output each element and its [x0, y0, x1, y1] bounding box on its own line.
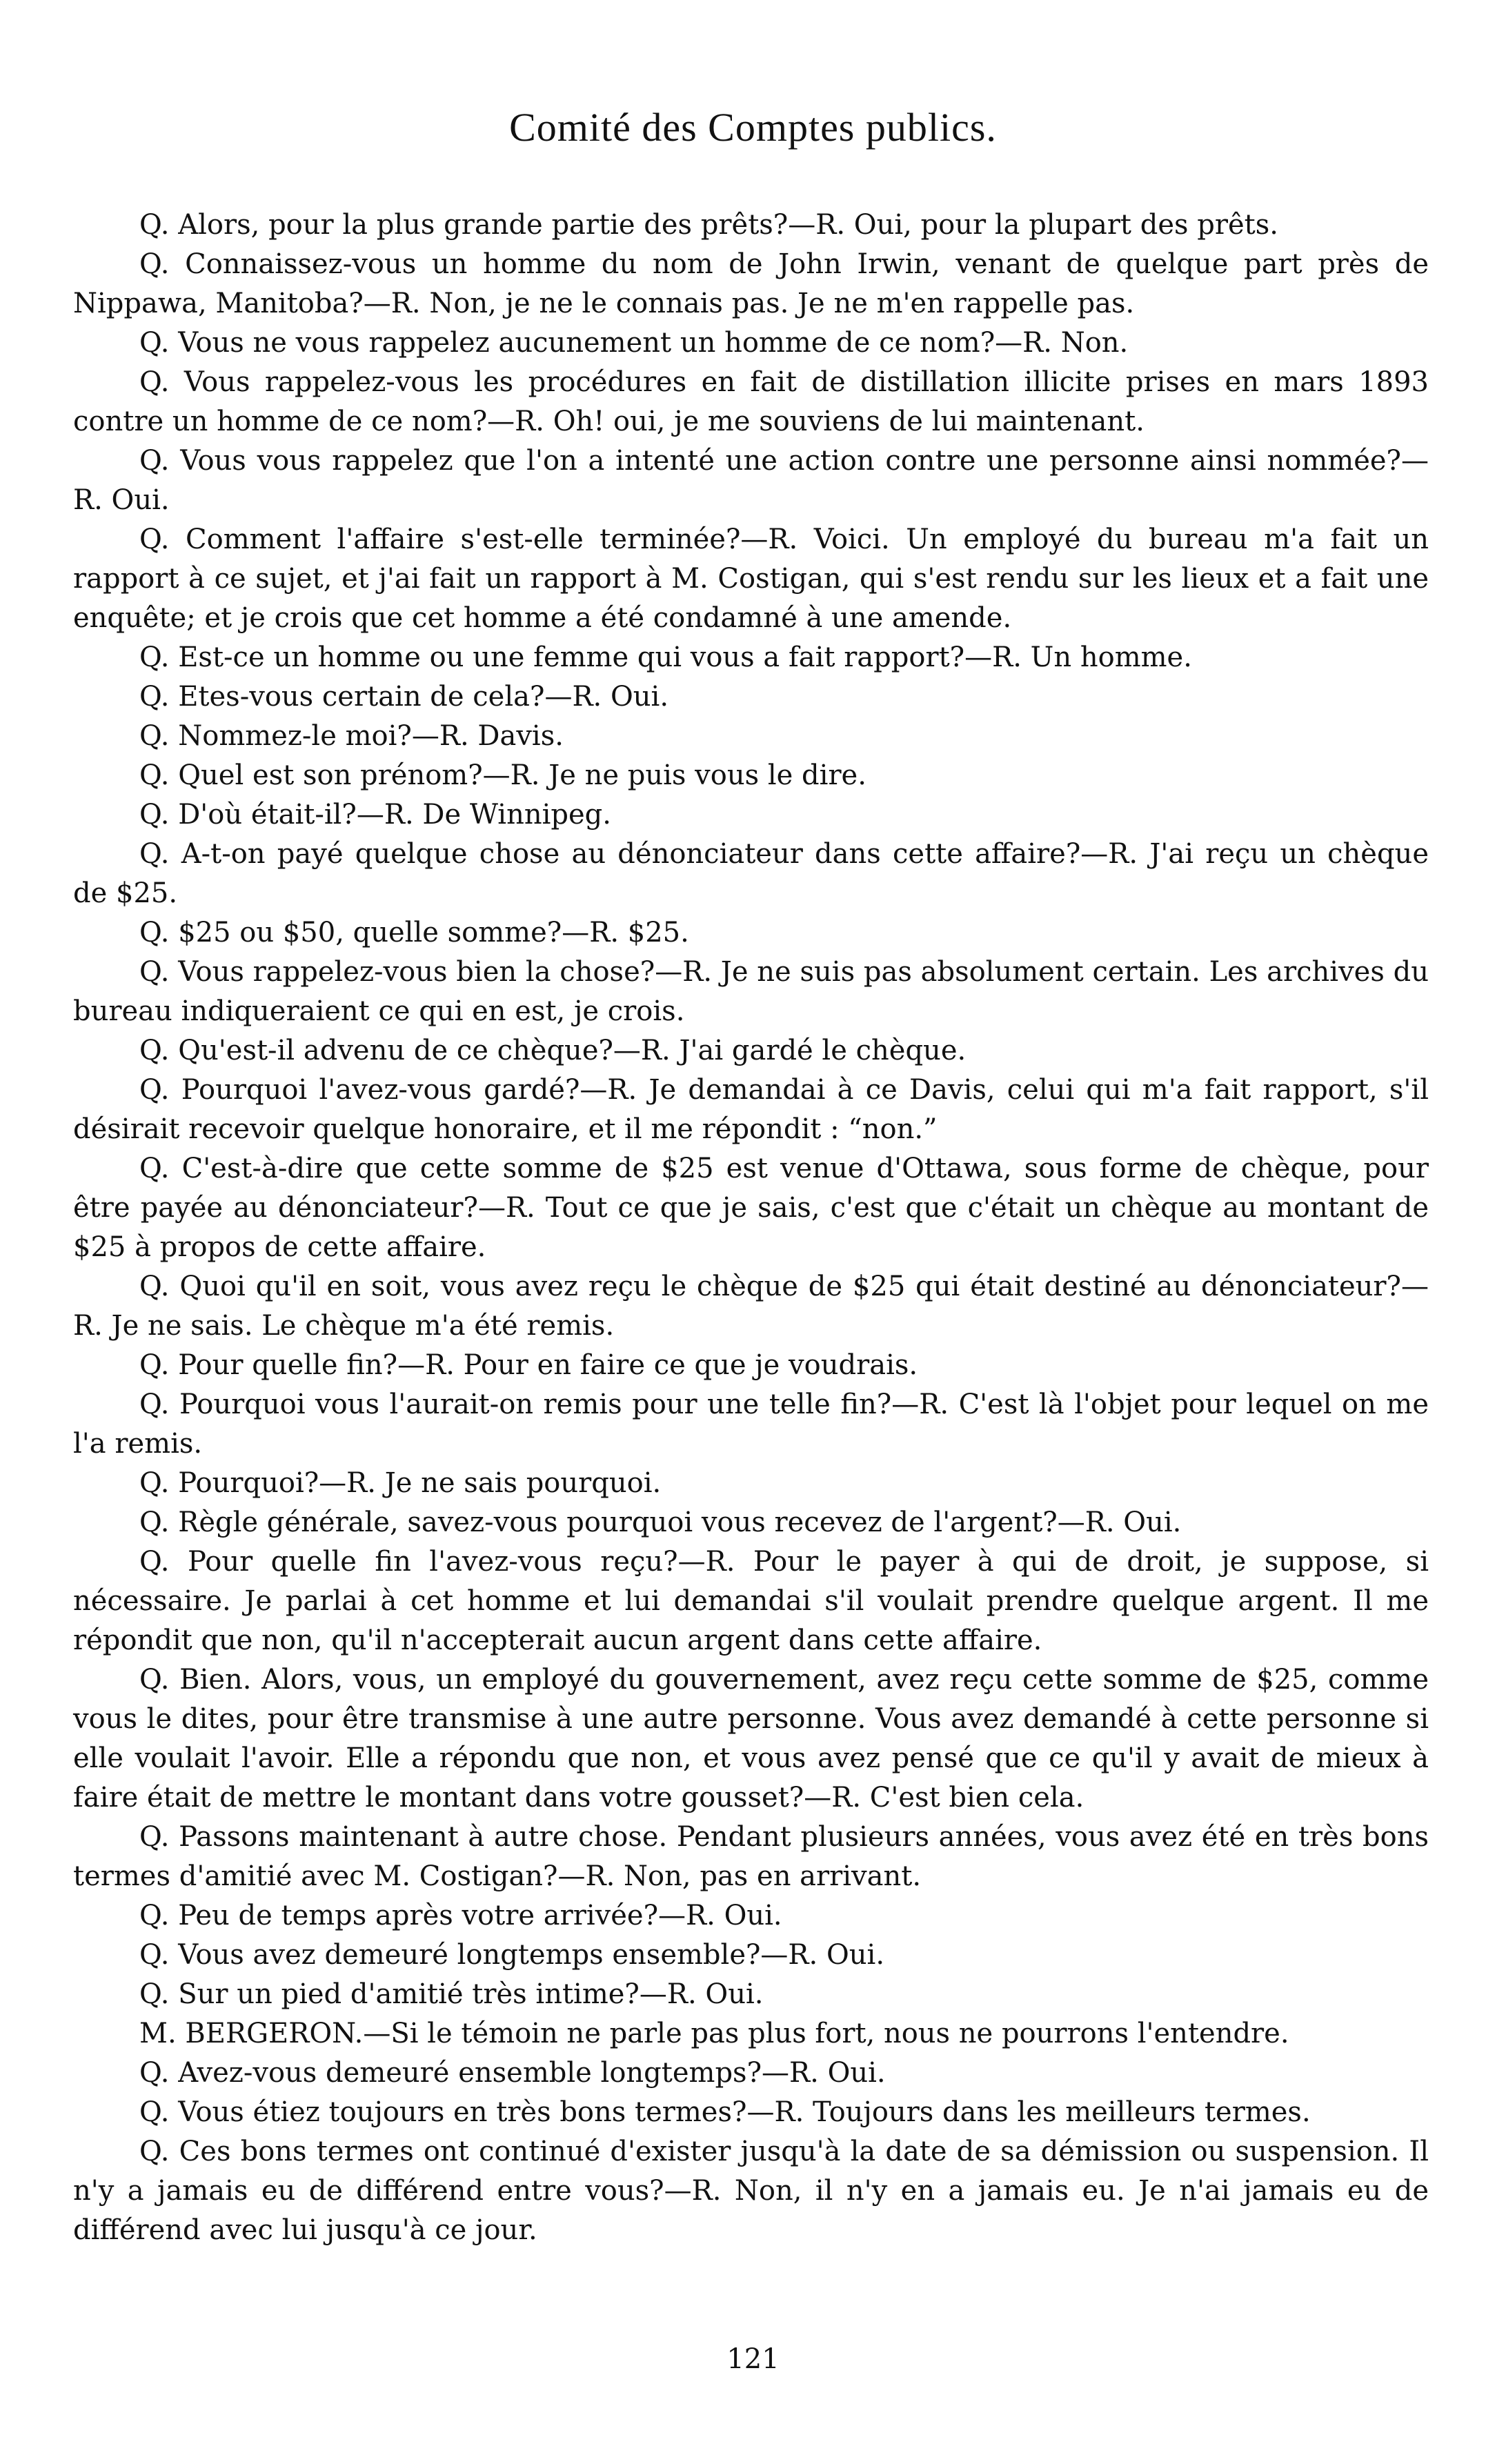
paragraph: Q. D'où était-il?—R. De Winnipeg.: [139, 799, 611, 831]
page-header: Comité des Comptes publics.: [509, 105, 997, 150]
paragraph: Q. Avez-vous demeuré ensemble longtemps?—R. Oui.: [139, 2057, 886, 2089]
paragraph: Q. Peu de temps après votre arrivée?—R. Oui.: [139, 1900, 782, 1931]
body-text: [73, 206, 1429, 2250]
paragraph: Q. Vous avez demeuré longtemps ensemble?—R. Oui.: [139, 1939, 885, 1971]
page-number: 121: [726, 2343, 780, 2375]
paragraph: Q. Est-ce un homme ou une femme qui vous a fait rapport?—R. Un homme.: [139, 642, 1192, 673]
paragraph: Q. Quel est son prénom?—R. Je ne puis vous le dire.: [139, 759, 866, 791]
paragraph: Q. Vous rappelez-vous bien la chose?—R. Je ne suis pas absolument certain. Les archives du bureau indiqueraient ce qui en est, je crois.: [73, 956, 1429, 1027]
paragraph: Q. Pour quelle fin?—R. Pour en faire ce que je voudrais.: [139, 1349, 918, 1381]
paragraph: Q. Nommez-le moi?—R. Davis.: [139, 720, 564, 752]
paragraph: Q. Comment l'affaire s'est-elle terminée?—R. Voici. Un employé du bureau m'a fait un rapport à ce sujet, et j'ai fait un rapport à M. Costigan, qui s'est rendu sur les lieux et a fait une enquête; et je crois que cet homme a été condamné à une amende.: [73, 524, 1429, 634]
paragraph: Q. Sur un pied d'amitié très intime?—R. Oui.: [139, 1978, 764, 2010]
paragraph: Q. Qu'est-il advenu de ce chèque?—R. J'ai gardé le chèque.: [139, 1035, 967, 1066]
paragraph: Q. Vous rappelez-vous les procédures en fait de distillation illicite prises en mars 1893 contre un homme de ce nom?—R. Oh! oui, je me souviens de lui maintenant.: [73, 366, 1429, 437]
paragraph: Q. Passons maintenant à autre chose. Pendant plusieurs années, vous avez été en très bons termes d'amitié avec M. Costigan?—R. Non, pas en arrivant.: [73, 1821, 1429, 1892]
paragraph: M. BERGERON.—Si le témoin ne parle pas plus fort, nous ne pourrons l'entendre.: [139, 2018, 1289, 2049]
paragraph: Q. Pourquoi?—R. Je ne sais pourquoi.: [139, 1467, 662, 1499]
paragraph: Q. Bien. Alors, vous, un employé du gouvernement, avez reçu cette somme de $25, comme vous le dites, pour être transmise à une autre personne. Vous avez demandé à cette personne si elle voulait l'avoir. Elle a répondu que non, et vous avez pensé que ce qu'il y avait de mieux à faire était de mettre le montant dans votre gousset?—R. C'est bien cela.: [73, 1664, 1429, 1814]
paragraph: Q. A-t-on payé quelque chose au dénonciateur dans cette affaire?—R. J'ai reçu un chèque de $25.: [73, 838, 1429, 909]
paragraph: Q. Pourquoi vous l'aurait-on remis pour une telle fin?—R. C'est là l'objet pour lequel on me l'a remis.: [73, 1389, 1429, 1460]
paragraph: Q. C'est-à-dire que cette somme de $25 est venue d'Ottawa, sous forme de chèque, pour être payée au dénonciateur?—R. Tout ce que je sais, c'est que c'était un chèque au montant de $25 à propos de cette affaire.: [73, 1153, 1429, 1263]
paragraph: Q. Connaissez-vous un homme du nom de John Irwin, venant de quelque part près de Nippawa, Manitoba?—R. Non, je ne le connais pas. Je ne m'en rappelle pas.: [73, 248, 1429, 319]
paragraph: Q. Ces bons termes ont continué d'exister jusqu'à la date de sa démission ou suspension. Il n'y a jamais eu de différend entre vous?—R. Non, il n'y en a jamais eu. Je n'ai jamais eu de différend avec lui jusqu'à ce jour.: [73, 2136, 1429, 2246]
paragraph: Q. Alors, pour la plus grande partie des prêts?—R. Oui, pour la plupart des prêts.: [139, 209, 1278, 241]
paragraph: Q. Quoi qu'il en soit, vous avez reçu le chèque de $25 qui était destiné au dénonciateur?—R. Je ne sais. Le chèque m'a été remis.: [73, 1271, 1429, 1342]
paragraph: Q. $25 ou $50, quelle somme?—R. $25.: [139, 917, 689, 948]
paragraph: Q. Vous vous rappelez que l'on a intenté une action contre une personne ainsi nommée?—R. Oui.: [73, 445, 1429, 516]
paragraph: Q. Vous étiez toujours en très bons termes?—R. Toujours dans les meilleurs termes.: [139, 2096, 1311, 2128]
paragraph: Q. Pourquoi l'avez-vous gardé?—R. Je demandai à ce Davis, celui qui m'a fait rapport, s'il désirait recevoir quelque honoraire, et il me répondit : “non.”: [73, 1074, 1429, 1145]
paragraph: Q. Pour quelle fin l'avez-vous reçu?—R. Pour le payer à qui de droit, je suppose, si nécessaire. Je parlai à cet homme et lui demandai s'il voulait prendre quelque argent. Il me répondit que non, qu'il n'accepterait aucun argent dans cette affaire.: [73, 1546, 1429, 1656]
paragraph: Q. Vous ne vous rappelez aucunement un homme de ce nom?—R. Non.: [139, 327, 1129, 359]
paragraph: Q. Règle générale, savez-vous pourquoi vous recevez de l'argent?—R. Oui.: [139, 1507, 1182, 1538]
paragraph: Q. Etes-vous certain de cela?—R. Oui.: [139, 681, 669, 713]
